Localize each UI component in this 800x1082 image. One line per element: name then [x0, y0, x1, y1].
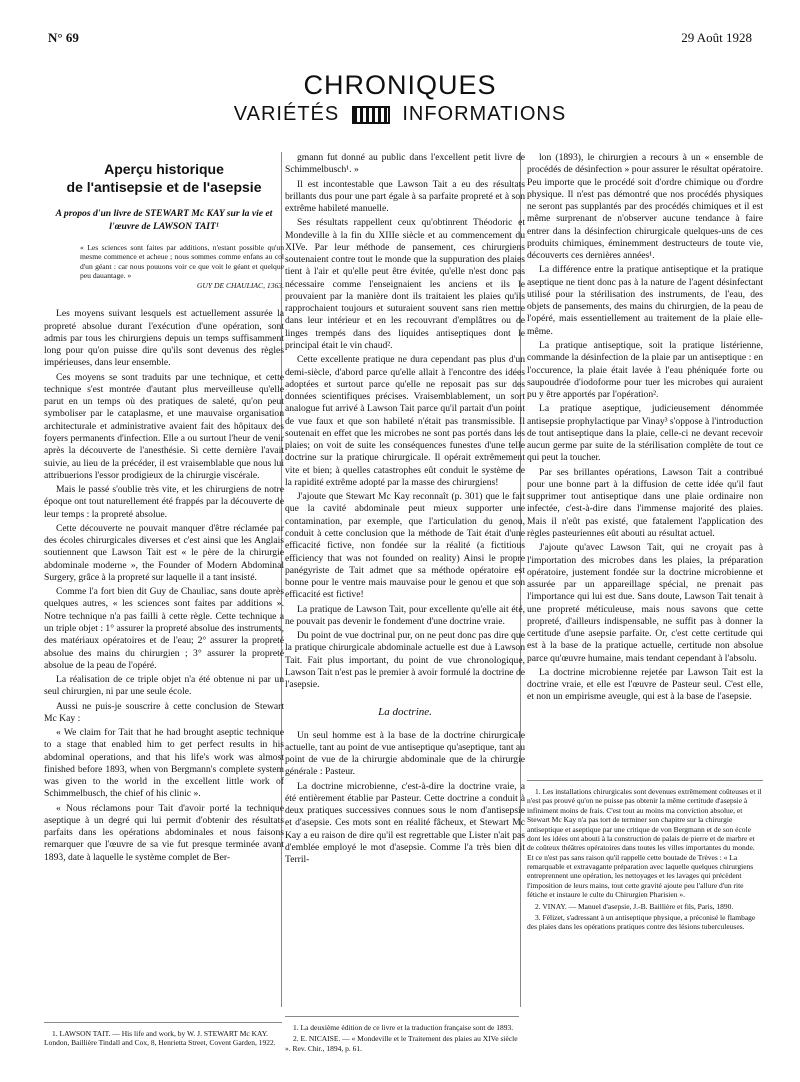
article-subtitle: A propos d'un livre de STEWART Mc KAY sur la vie et l'œuvre de LAWSON TAIT¹ [55, 208, 273, 232]
paragraph: Cette découverte ne pouvait manquer d'être réclamée par des écoles chirurgicales diverses et c'est ainsi que les Anglais soutiennent que Lawson Tait est « le père de la chirurgie abdominale moderne », the Founder of Modern Abdominal Surgery, grâce à la propreté sur laquelle il a tant insisté. [44, 522, 284, 583]
footnote: 2. VINAY. — Manuel d'asepsie, J.-B. Baillière et fils, Paris, 1890. [535, 901, 734, 911]
footnotes-col1 [44, 1022, 282, 1050]
paragraph: Mais le passé s'oublie très vite, et les chirurgiens de notre époque ont tout naturellement été frappés par la découverte de leur temps : la propreté absolue. [44, 484, 284, 520]
paragraph: J'ajoute qu'avec Lawson Tait, qui ne croyait pas à l'importation des microbes dans les plaies, la préparation opératoire, justement fondée sur la doctrine microbienne et assurée par un appareillage spécial, ne prenait pas l'importance qui lui est due. Sans doute, Lawson Tait tenait à une propreté méticuleuse, mais nous savons que cette propreté, d'ailleurs indispensable, ne suffit pas à donner la certitude d'une asepsie parfaite. Or, c'est cette certitude qui est à la base de la pratique actuelle, certitude non absolue parce qu'œuvre humaine, mais tendant cependant à l'absolu. [527, 542, 763, 664]
paragraph: lon (1893), le chirurgien a recours à un « ensemble de procédés de désinfection » pour assurer le résultat opératoire. Peu importe que le procédé soit d'ordre chimique ou d'ordre physique. Il n'est pas démontré que nos procédés physiques ne seront pas supplantés par des procédés chimiques et il est même surprenant de n'observer aucune tendance à faire entrer dans la désinfection chirurgicale quelques-uns de ces produits chimiques, éminemment destructeurs de toute vie, découverts ces dernières années¹. [527, 152, 763, 262]
issue-number: N° 69 [48, 30, 79, 45]
banner-title: CHRONIQUES [303, 70, 497, 100]
paragraph: Ses résultats rappellent ceux qu'obtinrent Théodoric et Mondeville à la fin du XIIIe siècle et au commencement du XIVe. Par leur méthode de pansement, ces chirurgiens soutenaient contre tout le monde que la suppuration des plaies tient à l'air et qu'elle peut être évitée, qu'elle n'est donc pas nécessaire comme l'enseignaient les anciens et ils le prouvaient par la manière dont ils traitaient les plaies qu'ils rapprochaient toujours et suturaient souvent sans rien mettre dans leur intérieur et en les recouvrant d'emplâtres ou de linges trempés dans des liquides antiseptiques dont le principal était le vin chaud². [285, 217, 525, 351]
paragraph: La pratique de Lawson Tait, pour excellente qu'elle ait été, ne pouvait pas devenir le fondement d'une doctrine vraie. [285, 603, 525, 627]
issue-date: 29 Août 1928 [681, 30, 752, 45]
paragraph: Il est incontestable que Lawson Tait a eu des résultats brillants dus pour une part égale à sa parfaite propreté et à son extrême habileté manuelle. [285, 178, 525, 215]
article-title: Aperçu historique de l'antisepsie et de l'asepsie [66, 161, 262, 196]
footnotes-col2 [285, 1016, 519, 1055]
paragraph: La différence entre la pratique antiseptique et la pratique aseptique ne tient donc pas à la nature de l'agent désinfectant utilisé pour la stérilisation des instruments, de l'eau, des objets de pansements, des mains du chirurgien, de la peau de l'opéré, mais essentiellement au traitement de la plaie elle-même. [527, 264, 763, 337]
paragraph: Un seul homme est à la base de la doctrine chirurgicale actuelle, tant au point de vue antiseptique qu'aseptique, tant au point de vue de la chirurgie abdominale que de la chirurgie générale : Pasteur. [285, 729, 525, 778]
paragraph: Aussi ne puis-je souscrire à cette conclusion de Stewart Mc Kay : [44, 700, 284, 724]
footnote: 2. E. NICAISE. — « Mondeville et le Traitement des plaies au XIVe siècle ». Rev. Chir., 1894, p. 61. [285, 1034, 518, 1053]
page-header [48, 30, 752, 50]
banner-left: VARIÉTÉS [233, 103, 340, 125]
paragraph: La doctrine microbienne, c'est-à-dire la doctrine vraie, a été entièrement établie par Pasteur. Cette doctrine a conduit à deux pratiques successives connues sous le nom d'antisepsie et d'asepsie. Ces mots sont en réalité fâcheux, et Stewart Mc Kay a eu raison de dire qu'il est regrettable que Lister n'ait pas d'emblée employé le mot d'asepsie. Comme l'a très bien dit Terril- [285, 780, 525, 866]
paragraph: J'ajoute que Stewart Mc Kay reconnaît (p. 301) que le fait que la cavité abdominale peut mieux supporter une contamination, par exemple, que l'articulation du genou, conduit à cette conclusion que la méthode de Tait était d'une efficacité fictive, non fondée sur la réalité (a fictitious efficiency that was not founded on reality) Ainsi le propre panégyriste de Tait admet que sa méthode opératoire est bonne pour le ventre mais mauvaise pour le genou et que son efficacité est fictive! [285, 491, 525, 601]
paragraph: La pratique aseptique, judicieusement dénommée antisepsie prophylactique par Vinay³ s'oppose à l'introduction de tout antiseptique dans la plaie, celle-ci ne devant recevoir aucun germe par suite de la stérilisation complète de tout ce qui peut la toucher. [527, 403, 763, 464]
banner-ornament-icon [352, 106, 390, 124]
footnote: 1. La deuxième édition de ce livre et la traduction française sont de 1893. [293, 1023, 514, 1032]
paragraph: La réalisation de ce triple objet n'a été obtenue ni par un seul chirurgien, ni par une seule école. [44, 674, 284, 698]
epigraph: « Les sciences sont faites par additions, n'estant possible qu'un mesme commence et acheue ; nous sommes comme enfans au col d'un géant : car nous pouuons voir ce que voit le géant et quelque peu dauantage. » GUY DE CHAULIAC, 1363. [80, 242, 284, 290]
footnote: 1. Les installations chirurgicales sont devenues extrêmement coûteuses et il n'est pas prouvé qu'on ne puisse pas obtenir la même certitude d'asepsie à infiniment moins de frais. C'est tout au moins ma conviction absolue, et Stewart Mc Kay n'a pas tort de terminer son chapitre sur la chirurgie antiseptique et aseptique par une critique de von Bergmann et de son école dont les idées ont abouti à la construction de palais de pierre et de marbre et de coûteux théâtres opératoires dans toutes les villes importantes du monde. Et ce n'est pas sans raison qu'il rappelle cette boutade de Trèves : « La remarquable et extravagante préparation avec laquelle quelques chirurgiens entreprennent une opération, les nettoyages et les lavages qui précèdent l'imposition de leurs mains, tout cette gravité ajoute peu l'allure d'un rite fétiche et instaure le culte du Chirurgien Pharisien ». [527, 787, 762, 900]
paragraph: Cette excellente pratique ne dura cependant pas plus d'un demi-siècle, d'abord parce qu'elle allait à l'encontre des idées adoptées et surtout parce qu'elle ne reposait pas sur des données scientifiques précises. Vraisemblablement, un sort analogue fut arrivé à Lawson Tait parce qu'il partait d'un point de vue faux et que son habileté n'était pas transmissible. Il soutenait en effet que les microbes ne sont pas portés dans les plaies; on voit de suite les conséquences funestes d'une telle doctrine sur la pratique chirurgicale. Il opérait extrêmement vite et bien; à quelles catastrophes eût conduit le système de la rapidité extrême adopté par la masse des chirurgiens! [285, 354, 525, 488]
column-1 [44, 150, 284, 866]
column-2 [285, 152, 525, 868]
paragraph: gmann fut donné au public dans l'excellent petit livre de Schimmelbusch¹. » [285, 152, 525, 176]
paragraph: Les moyens suivant lesquels est actuellement assurée la propreté absolue durant l'exécution d'une opération, sont admis par tous les chirurgiens depuis un temps suffisamment long pour qu'on puisse dire qu'ils sont devenus des règles impérieuses, dans leur ensemble. [44, 308, 284, 369]
epigraph-author: GUY DE CHAULIAC, 1363. [196, 280, 284, 290]
section-banner [0, 70, 800, 126]
paragraph: « We claim for Tait that he had brought aseptic technique to a stage that enabled him to get perfect results in his abdominal operations, and that his life's work was almost finished before 1893, when von Bergmann's complete system was given to the world in the excellent little work of Schimmelbusch, the chief of his clinic ». [44, 727, 284, 800]
paragraph: Ces moyens se sont traduits par une technique, et cette technique s'est montrée d'autant plus merveilleuse qu'elle parut en un temps où des pratiques de saleté, qu'on peut symboliser par le cataplasme, et une mauvaise organisation architecturale et administrative avaient fait des hôpitaux des foyers permanents d'infection. Elle a ou surtout l'heur de venir après la découverte de l'anesthésie. Si cette dernière l'avait suivie, au lieu de la précéder, il est vraisemblable que nous lui attribuerions l'essor prodigieux de la chirurgie viscérale. [44, 371, 284, 481]
paragraph: La pratique antiseptique, soit la pratique listérienne, commande la désinfection de la plaie par un antiseptique : en l'occurence, la plaie était lavée à l'eau phéniquée forte ou saupoudrée d'iodoforme pour tuer les microbes qui auraient pu y être apportés par l'opération². [527, 339, 763, 401]
footnote: 1. LAWSON TAIT. — His life and work, by W. J. STEWART Mc KAY. London, Baillière Tindall and Cox, 8, Henrietta Street, Covent Garden, 1922. [44, 1029, 276, 1048]
banner-right: INFORMATIONS [402, 103, 567, 125]
column-3 [527, 152, 763, 706]
banner-subtitle [0, 103, 800, 126]
footnotes-col3 [527, 780, 763, 934]
footnote: 3. Félizet, s'adressant à un antiseptique physique, a préconisé le flambage des plaies dans les opérations pratiques contre des lésions tuberculeuses. [527, 912, 756, 932]
paragraph: La doctrine microbienne rejetée par Lawson Tait est la doctrine vraie, et elle est l'œuvre de Pasteur seul. C'est elle, et non un empirisme aveugle, qui est à la base de l'asepsie. [527, 666, 763, 703]
paragraph: Du point de vue doctrinal pur, on ne peut donc pas dire que la pratique chirurgicale abdominale actuelle est due à Lawson Tait. Fait plus important, du point de vue chronologique, Lawson Tait n'est pas le premier à avoir formulé la doctrine de l'asepsie. [285, 630, 525, 691]
section-heading: La doctrine. [378, 706, 432, 719]
paragraph: Par ses brillantes opérations, Lawson Tait a contribué pour une bonne part à la diffusion de cette idée qu'il faut supprimer tout antiseptique dans une plaie ordinaire non infectée, c'est-à-dire dans l'immense majorité des plaies. Mais il n'eût pas existé, que fatalement l'application des règles pasteuriennes eût abouti au résultat actuel. [527, 466, 763, 539]
paragraph: Comme l'a fort bien dit Guy de Chauliac, sans doute après quelques autres, « les sciences sont faites par additions ». Notre technique n'a pas failli à cette règle. Cette technique a un triple objet : 1° assurer la propreté absolue des instruments, des matériaux opératoires et de l'eau; 2° assurer la propreté absolue des mains du chirurgien ; 3° assurer la propreté absolue de la peau de l'opéré. [44, 586, 284, 671]
paragraph: « Nous réclamons pour Tait d'avoir porté la technique aseptique à un degré qui lui permit d'obtenir des résultats parfaits dans les opérations abdominales et nous faisons remarquer que l'œuvre de sa vie fut presque terminée avant 1893, date à laquelle le système complet de Ber- [44, 802, 284, 863]
